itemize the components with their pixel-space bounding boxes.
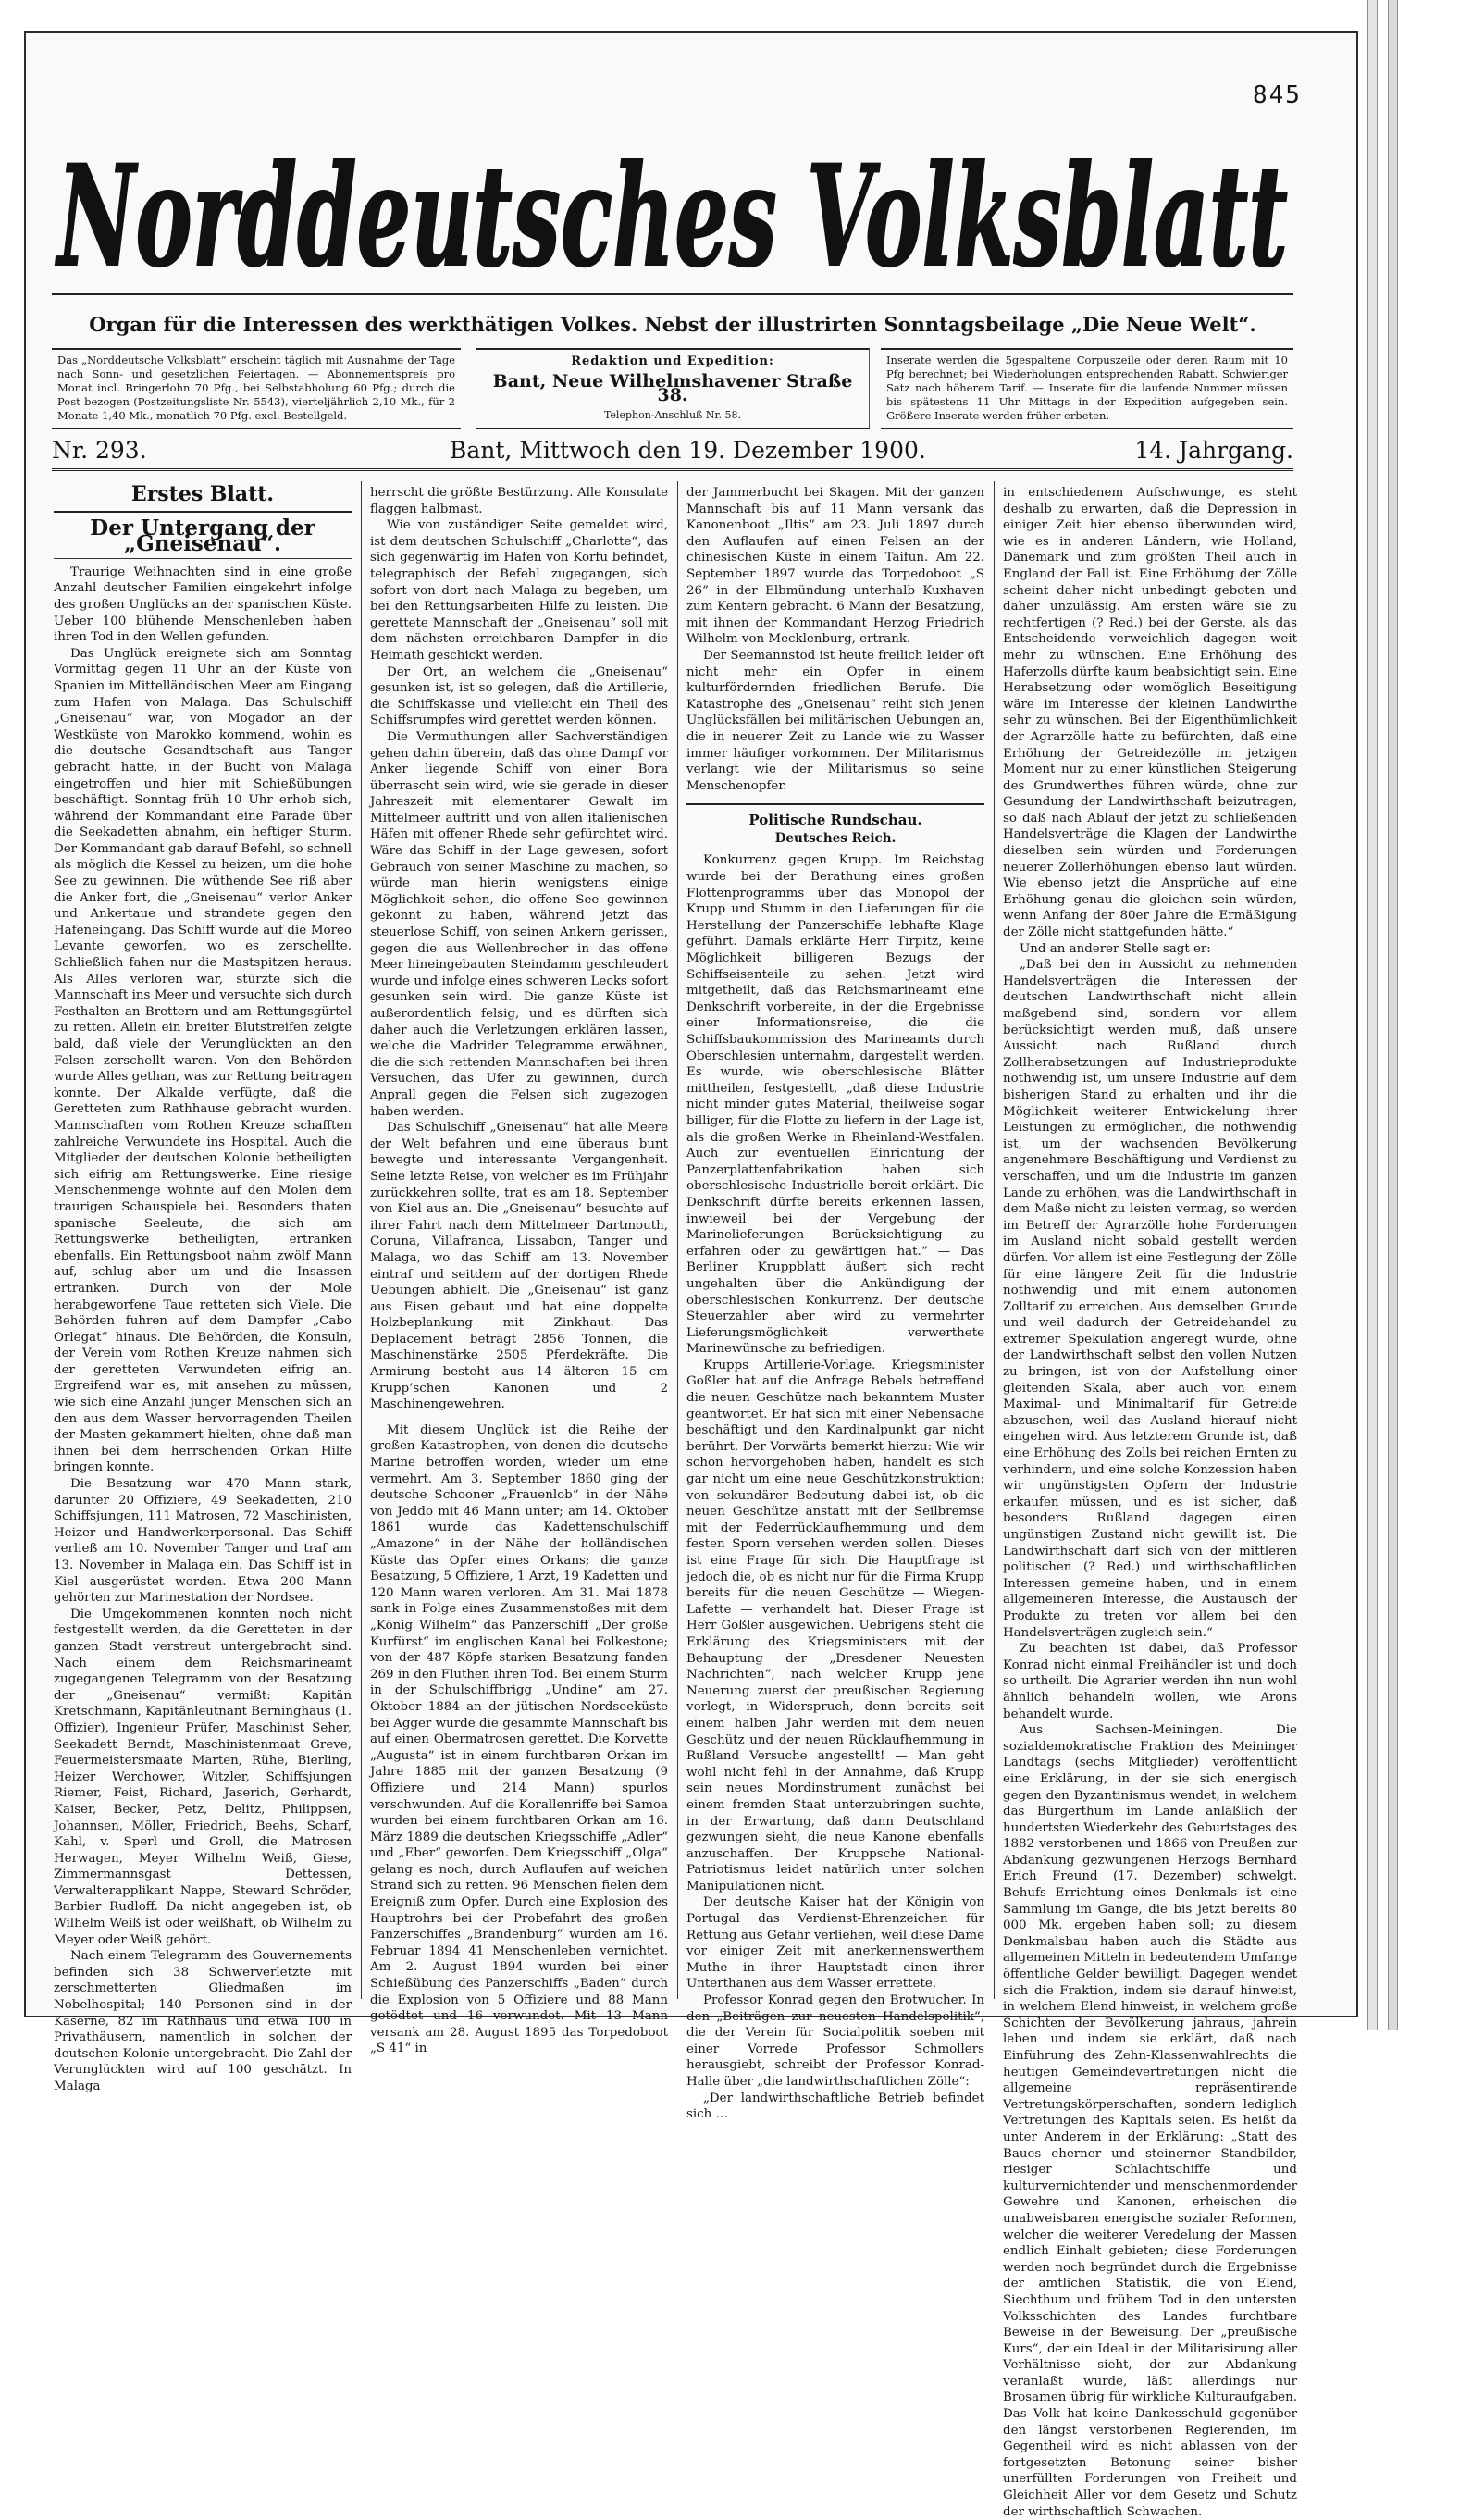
- subscription-text: Das „Norddeutsche Volksblatt“ erscheint täglich mit Ausnahme der Tage nach Sonn- und gesetzlichen Feiertagen. — Abonnementspreis pro Monat incl. Bringerlohn 70 Pfg., bei Selbstabholung 60 Pfg.; durch die Post bezogen (Postzeitungsliste Nr. 5543), vierteljährlich 2,10 Mk., für 2 Monate 1,40 Mk., monatlich 70 Pfg. excl. Bestellgeld.: [57, 354, 455, 422]
- news-item: Aus Sachsen-Meiningen. Die sozialdemokratische Fraktion des Meininger Landtags (sechs Mitglieder) veröffentlicht eine Erklärung, in der sie sich energisch gegen den Byzantinismus wendet, in welchem das Bürgerthum im Lande anläßlich der hundertsten Wiederkehr des Geburtstages des 1882 verstorbenen und 1866 von Preußen zur Abdankung gezwungenen Herzogs Bernhard Erich Freund (17. Dezember) schwelgt. Behufs Errichtung eines Denkmals ist eine Sammlung im Gange, die bis jetzt bereits 80 000 Mk. ergeben haben soll; zu diesem Denkmalsbau haben auch die Städte aus allgemeinen Mitteln in bedeutendem Umfange öffentliche Gelder bewilligt. Dagegen wendet sich die Fraktion, indem sie darauf hinweist, in welchem Elend hinweist, in welchem große Schichten der Bevölkerung jahraus, jahrein leben und indem sie erklärt, daß nach Einführung des Zehn-Klassenwahlrechts die heutigen Gemeindevertretungen nicht die allgemeine repräsentirende Vertretungskörperschaften, sondern lediglich Vertretungen des Kapitals seien. Es heißt da unter Anderem in der Erklärung: „Statt des Baues eherner und steinerner Standbilder, riesiger Schlachtschiffe und kulturvernichtender und menschenmordender Gewehre und Kanonen, erheischen die unabweisbaren energische sozialer Reformen, welcher die weiterer Veredelung der Massen endlich Einhalt gebieten; diese Forderungen werden noch begründet durch die Ergebnisse der amtlichen Statistik, die von Elend, Siechthum und frühem Tod in den untersten Volksschichten des Landes furchtbare Beweise in der Beweisung. Der „preußische Kurs“, der ein Ideal in der Militarisirung aller Verhältnisse sieht, der zur Abdankung veranlaßt wurde, läßt allerdings nur Brosamen übrig für wirkliche Kulturaufgaben. Das Volk hat keine Dankesschuld gegenüber den längst verstorbenen Regierenden, im Gegentheil wird es nicht ablassen von der fortgesetzten Betonung seiner bisher unerfüllten Forderungen von Freiheit und Gleichheit Aller vor dem Gesetz und Schutz der wirthschaftlich Schwachen.: [1003, 1723, 1297, 2519]
- news-item: Professor Konrad gegen den Brotwucher. In den „Beiträgen zur neuesten Handelspolitik“, die der Verein für Socialpolitik soeben mit einer Vorrede Professor Schmollers herausgiebt, schreibt der Professor Konrad-Halle über „die landwirthschaftlichen Zölle“:: [686, 1993, 984, 2089]
- volume-year: 14. Jahrgang.: [1134, 437, 1293, 464]
- subscription-info: [52, 348, 461, 429]
- article-paragraph: „Daß bei den in Aussicht zu nehmenden Handelsverträgen die Interessen der deutschen Landwirthschaft nicht allein maßgebend sind, sondern vor allem berücksichtigt werden muß, daß unsere Aussicht nach Rußland durch Zollherabsetzungen auf Industrieprodukte nothwendig ist, um unsere Industrie auf dem bisherigen Stand zu erhalten und ihr die Möglichkeit weiterer Entwickelung ihrer Leistungen zu ermöglichen, die nothwendig ist, um der wachsenden Bevölkerung angenehmere Beschäftigung und Verdienst zu verschaffen, und um die Industrie im ganzen Lande zu erhöhen, was die Landwirthschaft in dem Maße nicht zu leisten vermag, so werden im Betreff der Agrarzölle hohe Forderungen im Ausland nicht sobald gestellt werden dürfen. Vor allem ist eine Festlegung der Zölle für eine längere Zeit für die Industrie nothwendig und mit einem autonomen Zolltarif zu erreichen. Aus demselben Grunde und weil dadurch der Getreidehandel zu extremer Spekulation angeregt würde, ohne der Landwirthschaft selbst den vollen Nutzen zu bringen, ist von der Aufstellung einer gleitenden Skala, aber auch von einem Maximal- und Minimaltarif für Getreide abzusehen, weil das Ausland hierauf nicht eingehen wird. Aus letzterem Grunde ist, daß eine Erhöhung des Zolls bei reichen Ernten zu verhindern, und eine solche Konzession haben wir ungünstigsten Opfern der Industrie erkaufen müssen, und es ist sicher, daß besonders Rußland dagegen einen ungünstigen Zustand nicht gewillt ist. Die Landwirthschaft darf sich von der mittleren politischen (? Red.) und wirthschaftlichen Interessen gemeine haben, und in einem allgemeineren Interesse, die Austausch der Produkte zu treten vor allem bei den Handelsverträgen zugleich sein.“: [1003, 958, 1297, 1640]
- article-paragraph: Die Besatzung war 470 Mann stark, darunter 20 Offiziere, 49 Seekadetten, 210 Schiffsjungen, 111 Matrosen, 72 Maschinisten, Heizer und Handwerkerpersonal. Das Schiff verließ am 10. November Tanger und traf am 13. November in Malaga ein. Das Schiff ist in Kiel ausgerüstet worden. Etwa 200 Mann gehörten zur Marinestation der Nordsee.: [54, 1477, 352, 1606]
- article-paragraph: Das Schulschiff „Gneisenau“ hat alle Meere der Welt befahren und eine überaus bunt bewegte und interessante Vergangenheit. Seine letzte Reise, von welcher es im Frühjahr zurückkehren sollte, trat es am 18. September von Kiel aus an. Die „Gneisenau“ besuchte auf ihrer Fahrt nach dem Mittelmeer Dartmouth, Coruna, Villafranca, Lissabon, Tanger und Malaga, wo das Schiff am 13. November eintraf und seitdem auf der dortigen Rhede Uebungen abhielt. Die „Gneisenau“ ist ganz aus Eisen gebaut und hat eine doppelte Holzbeplankung mit Zinkhaut. Das Deplacement beträgt 2856 Tonnen, die Maschinenstärke 2505 Pferdekräfte. Die Armirung besteht aus 14 älteren 15 cm Krupp’schen Kanonen und 2 Maschinengewehren.: [370, 1121, 668, 1412]
- column-rule: [994, 481, 995, 1999]
- editorial-label: Redaktion und Expedition:: [571, 354, 774, 368]
- column-1: [54, 482, 352, 2093]
- section-heading: Politische Rundschau.: [686, 803, 984, 829]
- advertising-info: [881, 348, 1293, 429]
- advertising-text: Inserate werden die 5gespaltene Corpuszeile oder deren Raum mit 10 Pfg berechnet; bei Wiederholungen entsprechenden Rabatt. Schwieriger Satz nach höherem Tarif. — Inserate für die laufende Nummer müssen bis spätestens 11 Uhr Mittags in der Expedition aufgegeben sein. Größere Inserate werden früher erbeten.: [886, 354, 1288, 422]
- editorial-office-info: [476, 348, 870, 429]
- editorial-address: Bant, Neue Wilhelmshavener Straße 38.: [492, 371, 853, 405]
- masthead-subtitle: Organ für die Interessen des werkthätigen Volkes. Nebst der illustrirten Sonntagsbeilage „Die Neue Welt“.: [89, 313, 1256, 336]
- article-paragraph: Traurige Weihnachten sind in eine große Anzahl deutscher Familien eingekehrt infolge des großen Unglücks an der spanischen Küste. Ueber 100 blühende Menschenleben haben ihren Tod in den Wellen gefunden.: [54, 565, 352, 645]
- column-rule: [677, 481, 678, 1999]
- news-item: Krupps Artillerie-Vorlage. Kriegsminister Goßler hat auf die Anfrage Bebels betreffend die neuen Geschütze nach bekanntem Muster geantwortet. Er hat sich mit einer Nebensache beschäftigt und den Kardinalpunkt gar nicht berührt. Der Vorwärts bemerkt hierzu: Wie wir schon hervorgehoben haben, handelt es sich gar nicht um eine neue Geschützkonstruktion: von sekundärer Bedeutung dabei ist, ob die neuen Geschütze anstatt mit der Seilbremse mit der Federrücklaufhemmung und dem festen Sporn versehen werden sollen. Dieses ist eine Frage für sich. Die Hauptfrage ist jedoch die, ob es nicht nur für die Firma Krupp bereits für die neuen Geschütze — Wiegen-Lafette — verhandelt hat. Dieser Frage ist Herr Goßler ausgewichen. Uebrigens steht die Erklärung des Kriegsministers mit der Behauptung der „Dresdener Neuesten Nachrichten“, nach welcher Krupp jene Neuerung zuerst der preußischen Regierung vorlegt, in Widerspruch, denn bereits seit einem halben Jahr werden mit dem neuen Geschütz und der neuen Rücklaufhemmung in Rußland Versuche angestellt! — Man geht wohl nicht fehl in der Annahme, daß Krupp sein neues Mordinstrument zunächst bei einem fremden Staat unterzubringen suchte, in der Erwartung, daß dann Deutschland gezwungen sieht, die neue Kanone ebenfalls anzuschaffen. Der Kruppsche National-Patriotismus leidet natürlich unter solchen Manipulationen nicht.: [686, 1358, 984, 1893]
- article-paragraph: Die Umgekommenen konnten noch nicht festgestellt werden, da die Geretteten in der ganzen Stadt verstreut untergebracht sind. Nach einem dem Reichsmarineamt zugegangenen Telegramm von der Besatzung der „Gneisenau“ vermißt: Kapitän Kretschmann, Kapitänleutnant Berninghaus (1. Offizier), Ingenieur Prüfer, Maschinist Seher, Seekadett Berndt, Maschinistenmaat Greve, Feuermeistersmaate Marten, Rühe, Bierling, Heizer Werchower, Witzler, Schiffsjungen Riemer, Feist, Richard, Jaserich, Gerhardt, Kaiser, Becker, Petz, Delitz, Philippsen, Johannsen, Möller, Friedrich, Beehs, Scharf, Kahl, v. Sperl und Groll, die Matrosen Herwagen, Meyer Wilhelm Weiß, Giese, Zimmermannsgast Dettessen, Verwalterapplikant Nappe, Steward Schröder, Barbier Rudloff. Da nicht angegeben ist, ob Wilhelm Weiß ist oder weißhaft, ob Wilhelm zu Meyer oder Weiß gehört.: [54, 1607, 352, 1947]
- article-paragraph: Das Unglück ereignete sich am Sonntag Vormittag gegen 11 Uhr an der Küste von Spanien im Mittelländischen Meer am Eingang zum Hafen von Malaga. Das Schulschiff „Gneisenau“ war, von Mogador an der Westküste von Marokko kommend, wohin es die deutsche Gesandtschaft aus Tanger gebracht hatte, in der Bucht von Malaga eingetroffen und hier mit Schießübungen beschäftigt. Sonntag früh 10 Uhr erhob sich, während der Kommandant eine Parade über die Seekadetten abnahm, ein heftiger Sturm. Der Kommandant gab darauf Befehl, so schnell als möglich die Kessel zu heizen, um die hohe See zu gewinnen. Die wüthende See riß aber die Anker fort, die „Gneisenau“ verlor Anker und Ankertaue und strandete gegen den Hafeneingang. Das Schiff wurde auf die Moreo Levante geworfen, wo es zerschellte. Schließlich fahen nur die Mastspitzen heraus. Als Alles verloren war, stürzte sich die Mannschaft ins Meer und versuchte sich durch Festhalten an Brettern und am Rettungsgürtel zu retten. Allein ein breiter Blutstreifen zeigte bald, daß viele der Verunglückten an den Felsen zerschellt waren. Von den Behörden wurde Alles gethan, was zur Rettung beitragen konnte. Der Alkalde verfügte, daß die Geretteten zum Rathhause gebracht wurden. Mannschaften vom Rothen Kreuze schafften zahlreiche Verwundete ins Hospital. Auch die Mitglieder der deutschen Kolonie betheiligten sich eifrig am Rettungswerke. Eine riesige Menschenmenge wohnte auf den Molen dem traurigen Schauspiele bei. Besonders thaten spanische Seeleute, die sich am Rettungswerke betheiligten, ertranken ebenfalls. Ein Rettungsboot nahm zwölf Mann auf, schlug aber um und die Insassen ertranken. Durch von der Mole herabgeworfene Taue retteten sich Viele. Die Behörden fuhren auf dem Dampfer „Cabo Orlegat“ hinaus. Die Behörden, die Konsuln, der Verein vom Rothen Kreuze nahmen sich der geretteten Verwundeten eifrig an. Ergreifend war es, mit ansehen zu müssen, wie sich eine Anzahl junger Menschen sich an den aus dem Wasser hervorragenden Theilen der Masten gekammert hielten, ohne daß man ihnen bei dem herrschenden Orkan Hilfe bringen konnte.: [54, 646, 352, 1475]
- column-3: [686, 485, 984, 2122]
- binding-edge: [1367, 0, 1378, 2030]
- article-paragraph: Mit diesem Unglück ist die Reihe der großen Katastrophen, von denen die deutsche Marine betroffen worden, wieder um eine vermehrt. Am 3. September 1860 ging der deutsche Schooner „Frauenlob“ in der Nähe von Jeddo mit 46 Mann unter; am 14. Oktober 1861 wurde das Kadettenschulschiff „Amazone“ in der Nähe der holländischen Küste das Opfer eines Orkans; die ganze Besatzung, 5 Offiziere, 1 Arzt, 19 Kadetten und 120 Mann waren verloren. Am 31. Mai 1878 sank in Folge eines Zusammenstoßes mit dem „König Wilhelm“ das Panzerschiff „Der große Kurfürst“ im englischen Kanal bei Folkestone; von der 487 Köpfe starken Besatzung fanden 269 in den Fluthen ihren Tod. Bei einem Sturm in der Schulschiffbrigg „Undine“ am 27. Oktober 1884 an der jütischen Nordseeküste bei Agger wurde die gesammte Mannschaft bis auf einen Obermatrosen gerettet. Die Korvette „Augusta“ ist in einem furchtbaren Orkan im Jahre 1885 mit der ganzen Besatzung (9 Offiziere und 214 Mann) spurlos verschwunden. Auf die Korallenriffe bei Samoa wurden bei einem furchtbaren Orkan am 16. März 1889 die deutschen Kriegsschiffe „Adler“ und „Eber“ geworfen. Dem Kriegsschiff „Olga“ gelang es noch, durch Auflaufen auf weichen Strand sich zu retten. 96 Menschen fielen dem Ereigniß zum Opfer. Durch eine Explosion des Hauptrohrs bei der Probefahrt des großen Panzerschiffes „Brandenburg“ wurden am 16. Februar 1894 41 Menschenleben vernichtet. Am 2. August 1894 wurden bei einer Schießübung des Panzerschiffs „Baden“ durch die Explosion von 5 Offiziere und 88 Mann getödtet und 16 verwundet. Mit 13 Mann versank am 28. August 1895 das Torpedoboot „S 41“ in: [370, 1422, 669, 2056]
- news-item: „Der landwirthschaftliche Betrieb befindet sich …: [686, 2091, 984, 2122]
- issue-number: Nr. 293.: [52, 437, 147, 464]
- article-paragraph: der Jammerbucht bei Skagen. Mit der ganzen Mannschaft bis auf 11 Mann versank das Kanonenboot „Iltis“ am 23. Juli 1897 durch den Auflaufen auf einen Felsen an der chinesischen Küste in einem Taifun. Am 22. September 1897 wurde das Torpedoboot „S 26“ in der Elbmündung unterhalb Kuxhaven zum Kentern gebracht. 6 Mann der Besatzung, mit ihnen der Kommandant Herzog Friedrich Wilhelm von Mecklenburg, ertrank.: [686, 486, 984, 647]
- article-paragraph: Die Vermuthungen aller Sachverständigen gehen dahin überein, daß das ohne Dampf vor Anker liegende Schiff von einer Bora überrascht sein wird, wie sie gerade in dieser Jahreszeit mit elementarer Gewalt im Mittelmeer auftritt und von allen italienischen Häfen mit offener Rhede sehr gefürchtet wird. Wäre das Schiff in der Lage gewesen, sofort Gebrauch von seiner Maschine zu machen, so würde man hierin wenigstens einige Möglichkeit sehen, die offene See gewinnen gekonnt zu haben, während jetzt das steuerlose Schiff, von seinen Ankern gerissen, gegen die aus Wellenbrecher in das offene Meer hineingebauten Steindamm geschleudert wurde und infolge eines schweren Lecks sofort gesunken sein wird. Die ganze Küste ist außerordentlich felsig, und es dürften sich daher auch die Verletzungen erklären lassen, welche die Madrider Telegramme erwähnen, die die sich rettenden Mannschaften bei ihren Versuchen, das Ufer zu gewinnen, durch Anprall gegen die Felsen sich zugezogen haben werden.: [370, 729, 668, 1119]
- article-paragraph: Zu beachten ist dabei, daß Professor Konrad nicht einmal Freihändler ist und doch so urtheilt. Die Agrarier werden ihn nun wohl ähnlich behandeln wollen, wie Arons behandelt wurde.: [1003, 1642, 1297, 1721]
- article-title: Der Untergang der „Gneisenau“.: [54, 520, 352, 559]
- editorial-phone: Telephon-Anschluß Nr. 58.: [603, 409, 742, 421]
- article-paragraph: Wie von zuständiger Seite gemeldet wird, ist dem deutschen Schulschiff „Charlotte“, das sich gegenwärtig im Hafen von Korfu befindet, telegraphisch der Befehl zugegangen, sich sofort von dort nach Malaga zu begeben, um bei den Rettungsarbeiten Hilfe zu leisten. Die gerettete Mannschaft der „Gneisenau“ soll mit dem nächsten erreichbaren Dampfer in die Heimath geschickt werden.: [370, 518, 668, 663]
- masthead-text: Norddeutsches Volksblatt: [55, 135, 1289, 298]
- subsection-heading: Deutsches Reich.: [774, 830, 897, 846]
- article-paragraph: Nach einem Telegramm des Gouvernements befinden sich 38 Schwerverletzte mit zerschmetterten Gliedmaßen im Nobelhospital; 140 Personen sind in der Kaserne, 82 im Rathhaus und etwa 100 in Privathäusern, namentlich in solchen der deutschen Kolonie untergebracht. Die Zahl der Verunglückten wird auf 100 geschätzt. In Malaga: [54, 1949, 352, 2093]
- article-paragraph: Der Seemannstod ist heute freilich leider oft nicht mehr ein Opfer in einem kulturfördernden friedlichen Berufe. Die Katastrophe des „Gneisenau“ reiht sich jenen Unglücksfällen bei militärischen Uebungen an, die in neuerer Zeit zu Lande wie zu Wasser immer häufiger vorkommen. Der Militarismus verlangt wie der Militarismus so seine Menschenopfer.: [686, 648, 984, 793]
- news-item: Der deutsche Kaiser hat der Königin von Portugal das Verdienst-Ehrenzeichen für Rettung aus Gefahr verliehen, weil diese Dame vor einiger Zeit mit anerkennenswerthem Muthe in ihrer Hauptstadt einen ihrer Unterthanen aus dem Wasser errettete.: [686, 1895, 984, 1992]
- article-paragraph: Und an anderer Stelle sagt er:: [1020, 941, 1211, 956]
- column-2: [370, 485, 669, 2056]
- news-item: Konkurrenz gegen Krupp. Im Reichstag wurde bei der Berathung eines großen Flottenprogramms über das Monopol der Krupp und Stumm in den Lieferungen für die Herstellung der Panzerschiffe lebhafte Klage geführt. Damals erklärte Herr Tirpitz, keine Möglichkeit billigeren Bezugs der Schiffseisenteile zu sehen. Jetzt wird mitgetheilt, daß das Reichsmarineamt eine Denkschrift vorbereite, in der die Ergebnisse einer Informationsreise, die die Schiffsbaukommission des Marineamts durch Oberschlesien unternahm, dargestellt werden. Es wurde, wie oberschlesische Blätter mittheilen, festgestellt, „daß diese Industrie nicht minder gutes Material, theilweise sogar billiger, für die Flotte zu liefern in der Lage ist, als die großen Werke in Rheinland-Westfalen. Auch zur eventuellen Einrichtung der Panzerplattenfabrikation haben sich oberschlesische Industrielle bereit erklärt. Die Denkschrift dürfte bereits erkennen lassen, inwieweil bei der Vergebung der Marinelieferungen Berücksichtigung zu erfahren oder zu gewärtigen hat.“ — Das Berliner Kruppblatt äußert sich recht ungehalten über die Ankündigung der oberschlesischen Konkurrenz. Der deutsche Steuerzahler aber wird zu vermehrter Lieferungsmöglichkeit verwerthete Marinewünsche zu befriedigen.: [686, 853, 984, 1357]
- masthead-title: [52, 109, 1293, 304]
- column-rule: [361, 481, 362, 1999]
- article-paragraph: herrscht die größte Bestürzung. Alle Konsulate flaggen halbmast.: [370, 486, 668, 516]
- column-4: [1003, 485, 1297, 2519]
- article-paragraph: Der Ort, an welchem die „Gneisenau“ gesunken ist, ist so gelegen, daß die Artillerie, die Schiffskasse und vielleicht ein Theil des Schiffsrumpfes wird gerettet werden können.: [370, 664, 668, 728]
- page-number: 845: [1253, 81, 1302, 109]
- issue-date: Bant, Mittwoch den 19. Dezember 1900.: [450, 437, 926, 464]
- article-paragraph: in entschiedenem Aufschwunge, es steht deshalb zu erwarten, daß die Depression in einiger Zeit hier ebenso überwunden wird, wie es in anderen Ländern, wie Holland, Dänemark und zum größten Theil auch in England der Fall ist. Eine Erhöhung der Zölle scheint daher nicht unbedingt geboten und daher unzulässig. Am ersten wäre sie zu rechtfertigen (? Red.) bei der Gerste, als das Entscheidende verweichlich dagegen weit mehr zu wünschen. Eine Erhöhung des Haferzolls dürfte kaum beabsichtigt sein. Eine Herabsetzung oder womöglich Beseitigung wäre im Interesse der kleinen Landwirthe sehr zu wünschen. Bei der Eigenthümlichkeit der Agrarzölle hatte zu befürchten, daß eine Erhöhung der Getreidezölle im jetzigen Moment nur zu einer künstlichen Steigerung des Grundwerthes führen würde, ohne zur Gesundung der Landwirthschaft beizutragen, so daß nach Ablauf der jetzt zu schließenden Handelsverträge die Klagen der Landwirthe dieselben sein würden und Forderungen neuerer Zollerhöhungen ebenso laut würden. Wie ebenso jetzt die Ansprüche auf eine Erhöhung genau die gleichen sein würden, wenn Anfang der 80er Jahre die Ermäßigung der Zölle nicht stattgefunden hätte.“: [1003, 486, 1297, 940]
- dateline: [52, 437, 1293, 471]
- section-label: Erstes Blatt.: [54, 485, 352, 513]
- binding-edge-inner: [1388, 0, 1398, 2030]
